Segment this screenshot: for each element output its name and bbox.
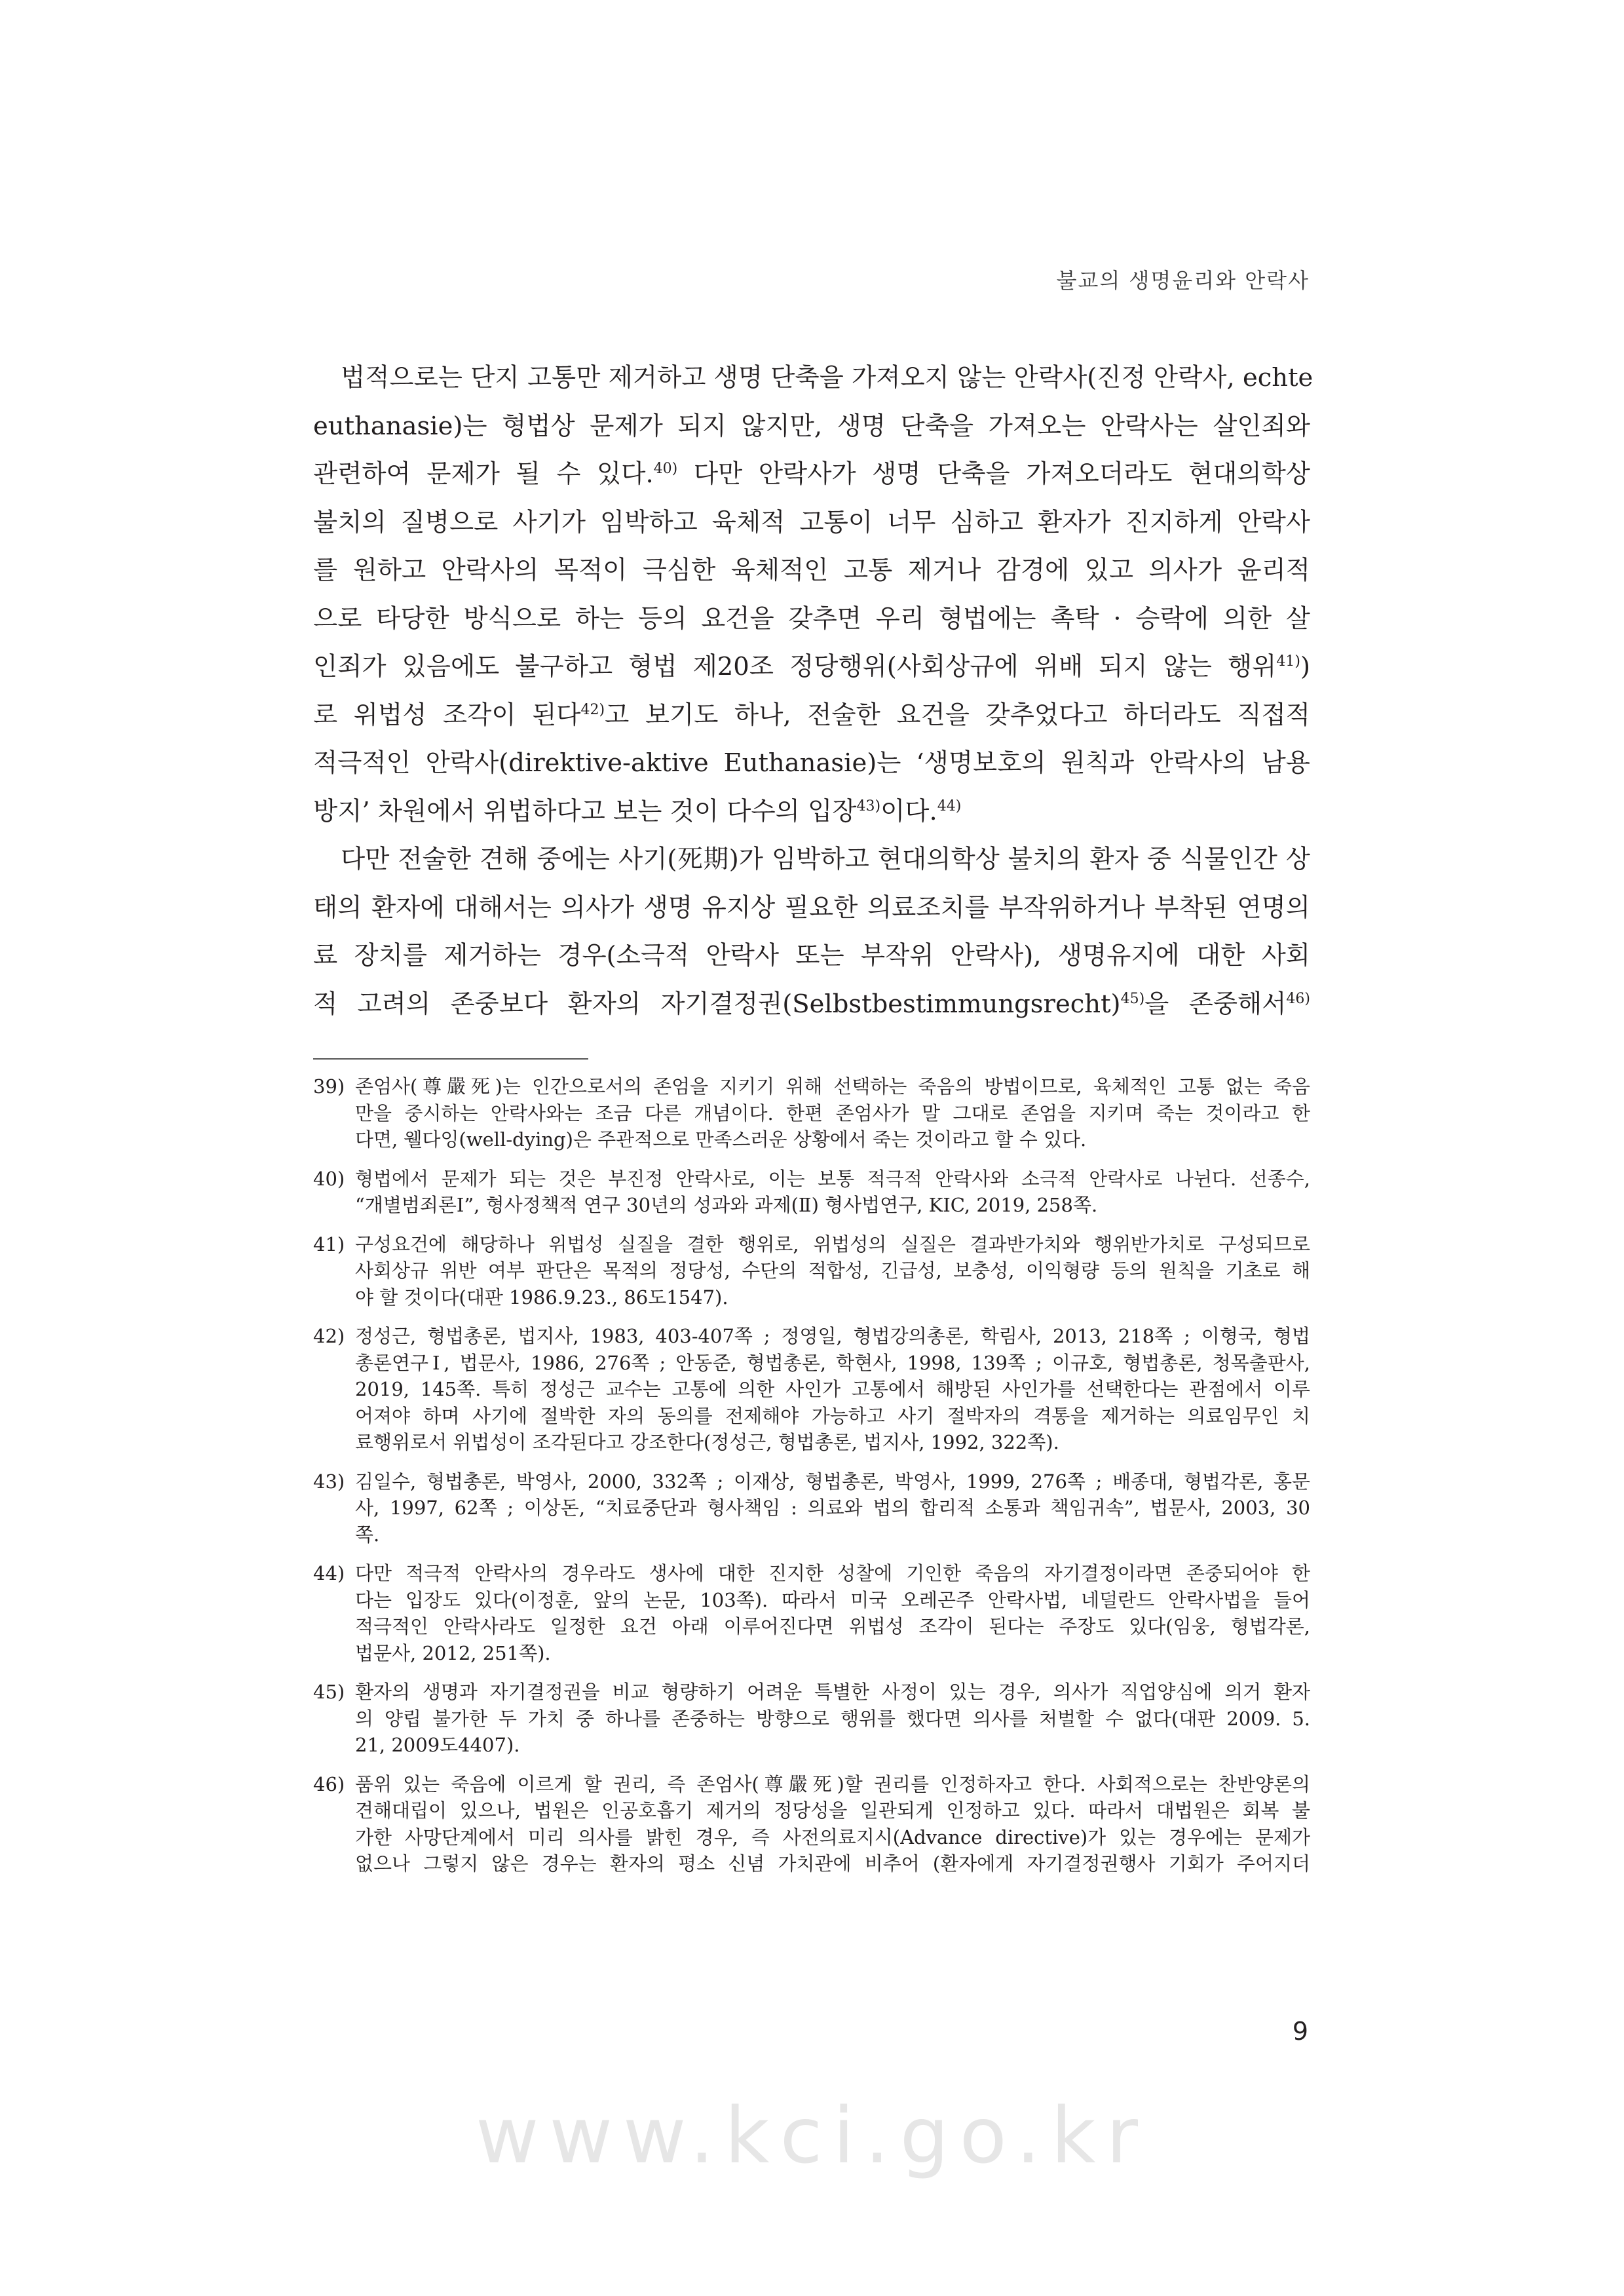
footnote-line: “개별범죄론Ⅰ”, 형사정책적 연구 30년의 성과와 과제(Ⅱ) 형사법연구, KIC, 2019, 258쪽.	[355, 1194, 1098, 1216]
footnote-line: 사, 1997, 62쪽 ; 이상돈, “치료중단과 형사책임 : 의료와 법의 합리적 소통과 책임귀속”, 법문사, 2003, 30	[355, 1497, 1310, 1519]
body-text	[313, 354, 1313, 1028]
text-line: 으로 타당한 방식으로 하는 등의 요건을 갖추면 우리 형법에는 촉탁 · 승락에 의한 살	[313, 603, 1310, 634]
footnote-line: 총론연구Ⅰ, 법문사, 1986, 276쪽 ; 안동준, 형법총론, 학현사, 1998, 139쪽 ; 이규호, 형법총론, 청목출판사,	[355, 1351, 1310, 1374]
footnote-ref-40[interactable]: 40)	[653, 461, 678, 477]
text-line: 법적으로는 단지 고통만 제거하고 생명 단축을 가져오지 않는 안락사(진정 안락사, echte	[341, 363, 1313, 392]
footnote-43	[313, 1468, 1310, 1548]
page-number: 9	[1292, 2017, 1308, 2046]
footnote-number: 46)	[313, 1772, 345, 1795]
footnote-line: 견해대립이 있으나, 법원은 인공호흡기 제거의 정당성을 일관되게 인정하고 있다. 따라서 대법원은 회복 불	[355, 1799, 1310, 1822]
footnote-line: 어져야 하며 사기에 절박한 자의 동의를 전제해야 가능하고 사기 절박자의 격통을 제거하는 의료임무인 치	[355, 1404, 1310, 1427]
footnote-line: 적극적인 안락사라도 일정한 요건 아래 이루어진다면 위법성 조각이 된다는 주장도 있다(임웅, 형법각론,	[355, 1615, 1310, 1637]
footnote-45	[313, 1679, 1310, 1759]
text-line: euthanasie)는 형법상 문제가 되지 않지만, 생명 단축을 가져오는 안락사는 살인죄와	[313, 411, 1310, 441]
footnote-number: 42)	[313, 1325, 345, 1347]
footnote-line: 21, 2009도4407).	[355, 1734, 520, 1756]
footnote-line: 2019, 145쪽. 특히 정성근 교수는 고통에 의한 사인가 고통에서 해방된 사인가를 선택한다는 관점에서 이루	[355, 1378, 1310, 1400]
text-line: 다만 전술한 견해 중에는 사기(死期)가 임박하고 현대의학상 불치의 환자 중 식물인간 상	[341, 845, 1310, 874]
footnote-line: 다는 입장도 있다(이정훈, 앞의 논문, 103쪽). 따라서 미국 오레곤주 안락사법, 네덜란드 안락사법을 들어	[355, 1588, 1310, 1611]
text-line: 인죄가 있음에도 불구하고 형법 제20조 정당행위(사회상규에 위배 되지 않는 행위$^{41)}$)	[313, 652, 1310, 681]
paragraph-1	[313, 354, 1313, 835]
footnote-40	[313, 1166, 1310, 1219]
footnote-39	[313, 1073, 1310, 1153]
footnote-line: 만을 중시하는 안락사와는 조금 다른 개념이다. 한편 존엄사가 말 그대로 존엄을 지키며 죽는 것이라고 한	[355, 1101, 1310, 1124]
footnote-line: 법문사, 2012, 251쪽).	[355, 1641, 551, 1664]
footnote-46	[313, 1771, 1310, 1877]
footnote-ref-46[interactable]: 46)	[1286, 990, 1310, 1007]
text-line: 료 장치를 제거하는 경우(소극적 안락사 또는 부작위 안락사), 생명유지에 대한 사회	[313, 941, 1310, 970]
footnote-ref-43[interactable]: 43)	[856, 797, 881, 814]
footnote-line: 야 할 것이다(대판 1986.9.23., 86도1547).	[355, 1286, 728, 1309]
footnote-line: 쪽.	[355, 1523, 380, 1546]
footnote-line: 구성요건에 해당하나 위법성 실질을 결한 행위로, 위법성의 실질은 결과반가치와 행위반가치로 구성되므로	[355, 1233, 1310, 1255]
footnote-line: 품위 있는 죽음에 이르게 할 권리, 즉 존엄사(尊嚴死)할 권리를 인정하자고 한다. 사회적으로는 찬반양론의	[355, 1772, 1310, 1795]
text-line: 방지’ 차원에서 위법하다고 보는 것이 다수의 입장$^{43)}$이다.$^{44)}$	[313, 796, 962, 826]
footnote-ref-42[interactable]: 42)	[580, 701, 605, 718]
footnote-41	[313, 1231, 1310, 1311]
paragraph-2	[313, 835, 1310, 1028]
footnote-line: 사회상규 위반 여부 판단은 목적의 정당성, 수단의 적합성, 긴급성, 보충성, 이익형량 등의 원칙을 기초로 해	[355, 1259, 1310, 1282]
text-line: 불치의 질병으로 사기가 임박하고 육체적 고통이 너무 심하고 환자가 진지하게 안락사	[313, 507, 1310, 537]
footnote-ref-45[interactable]: 45)	[1120, 990, 1145, 1007]
footnote-line: 환자의 생명과 자기결정권을 비교 형량하기 어려운 특별한 사정이 있는 경우, 의사가 직업양심에 의거 환자	[355, 1681, 1310, 1703]
footnote-number: 39)	[313, 1075, 345, 1098]
footnotes	[313, 1073, 1310, 1890]
footnote-number: 43)	[313, 1470, 345, 1493]
footnote-number: 41)	[313, 1233, 345, 1255]
footnote-line: 존엄사(尊嚴死)는 인간으로서의 존엄을 지키기 위해 선택하는 죽음의 방법이므로, 육체적인 고통 없는 죽음	[355, 1075, 1310, 1098]
footnote-line: 의 양립 불가한 두 가치 중 하나를 존중하는 방향으로 행위를 했다면 의사를 처벌할 수 없다(대판 2009. 5.	[355, 1707, 1310, 1730]
text-line: 를 원하고 안락사의 목적이 극심한 육체적인 고통 제거나 감경에 있고 의사가 윤리적	[313, 556, 1310, 585]
footnote-line: 료행위로서 위법성이 조각된다고 강조한다(정성근, 형법총론, 법지사, 1992, 322쪽).	[355, 1431, 1059, 1453]
footnote-ref-41[interactable]: 41)	[1276, 653, 1300, 670]
footnote-number: 44)	[313, 1562, 345, 1584]
footnote-line: 형법에서 문제가 되는 것은 부진정 안락사로, 이는 보통 적극적 안락사와 소극적 안락사로 나뉜다. 선종수,	[355, 1167, 1310, 1190]
footnote-line: 김일수, 형법총론, 박영사, 2000, 332쪽 ; 이재상, 형법총론, 박영사, 1999, 276쪽 ; 배종대, 형법각론, 홍문	[355, 1470, 1310, 1493]
footnote-number: 40)	[313, 1167, 345, 1190]
text-line: 태의 환자에 대해서는 의사가 생명 유지상 필요한 의료조치를 부작위하거나 부착된 연명의	[313, 892, 1310, 923]
footnote-44	[313, 1560, 1310, 1666]
footnote-line: 다만 적극적 안락사의 경우라도 생사에 대한 진지한 성찰에 기인한 죽음의 자기결정이라면 존중되어야 한	[355, 1562, 1310, 1584]
footnote-ref-44[interactable]: 44)	[937, 797, 962, 814]
text-line: 로 위법성 조각이 된다$^{42)}$고 보기도 하나, 전술한 요건을 갖추었다고 하더라도 직접적	[313, 700, 1310, 730]
text-line: 적극적인 안락사(direktive-aktive Euthanasie)는 ‘생명보호의 원칙과 안락사의 남용	[313, 748, 1310, 778]
text-line: 관련하여 문제가 될 수 있다.$^{40)}$ 다만 안락사가 생명 단축을 가져오더라도 현대의학상	[313, 459, 1310, 489]
footnote-line: 없으나 그렇지 않은 경우는 환자의 평소 신념 가치관에 비추어 (환자에게 자기결정권행사 기회가 주어지더	[355, 1852, 1310, 1875]
footnote-line: 가한 사망단계에서 미리 의사를 밝힌 경우, 즉 사전의료지시(Advance directive)가 있는 경우에는 문제가	[355, 1826, 1310, 1848]
footnote-separator	[313, 1058, 588, 1060]
footnote-line: 정성근, 형법총론, 법지사, 1983, 403-407쪽 ; 정영일, 형법강의총론, 학림사, 2013, 218쪽 ; 이형국, 형법	[355, 1325, 1310, 1347]
footnote-number: 45)	[313, 1681, 345, 1703]
text-line: 적 고려의 존중보다 환자의 자기결정권(Selbstbestimmungsrecht)$^{45)}$을 존중해서$^{46)}$	[313, 989, 1310, 1019]
watermark: www.kci.go.kr	[475, 2090, 1149, 2181]
footnote-line: 다면, 웰다잉(well-dying)은 주관적으로 만족스러운 상황에서 죽는 것이라고 할 수 있다.	[355, 1128, 1087, 1151]
footnote-42	[313, 1323, 1310, 1456]
running-head: 불교의 생명윤리와 안락사	[1056, 268, 1310, 293]
